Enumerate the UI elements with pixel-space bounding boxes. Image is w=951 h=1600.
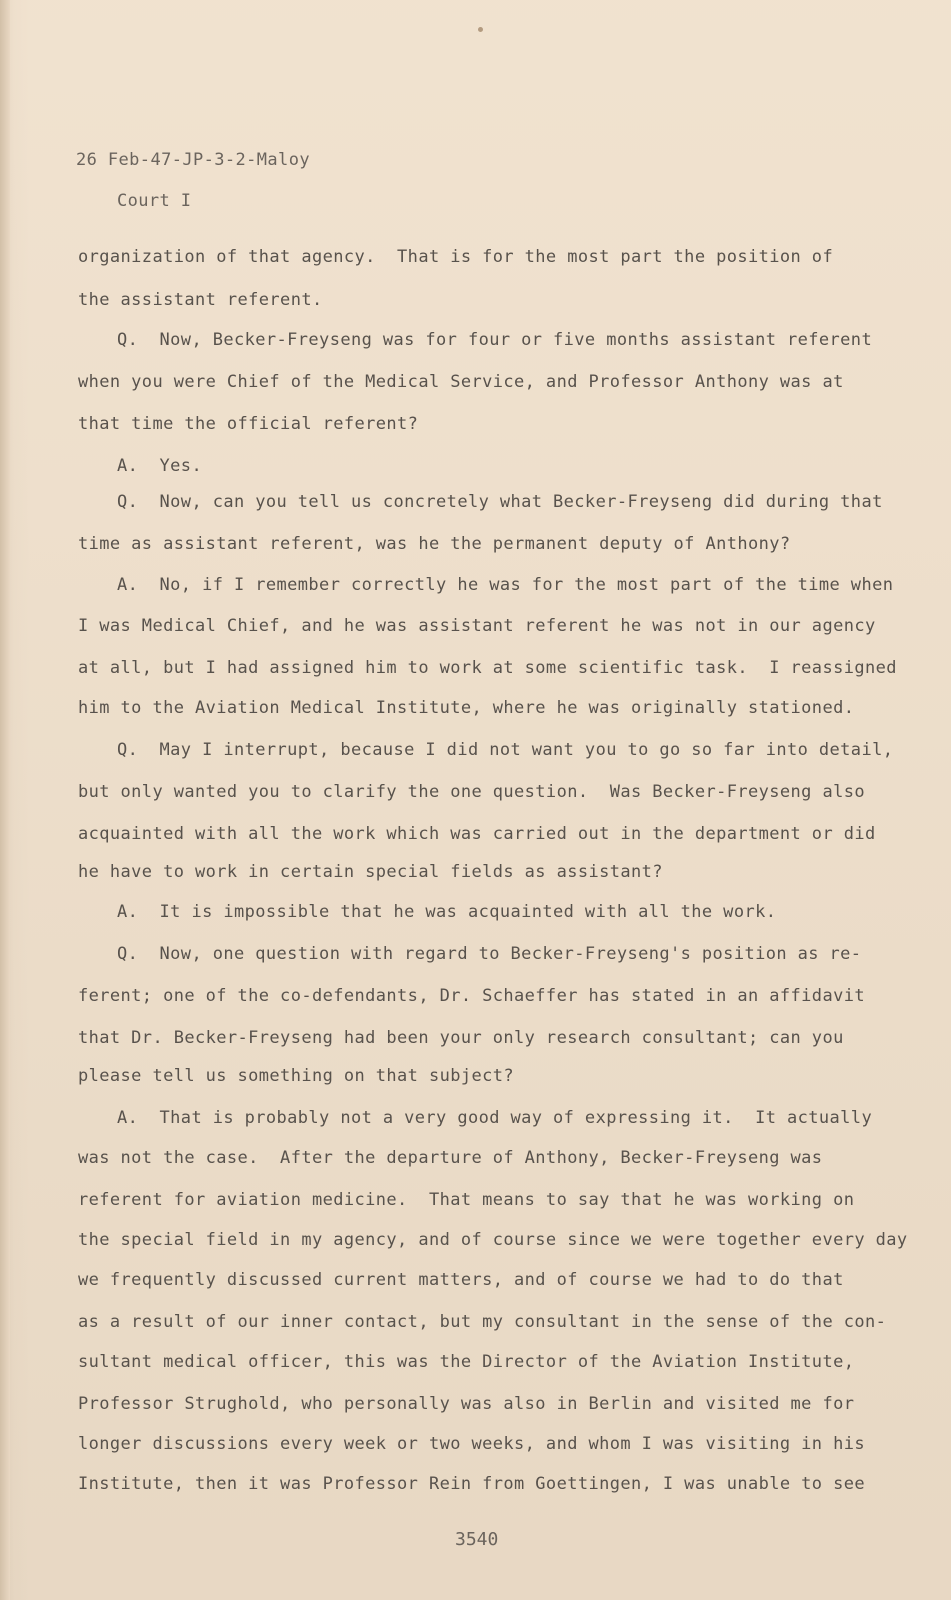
- text-line: sultant medical officer, this was the Director of the Aviation Institute,: [78, 1352, 855, 1372]
- text-line: the assistant referent.: [78, 290, 323, 310]
- text-line: him to the Aviation Medical Institute, where he was originally stationed.: [78, 698, 855, 718]
- text-line: organization of that agency. That is for the most part the position of: [78, 247, 834, 267]
- text-line: Professor Strughold, who personally was also in Berlin and visited me for: [78, 1394, 855, 1414]
- text-line: was not the case. After the departure of Anthony, Becker-Freyseng was: [78, 1148, 823, 1168]
- text-line: Q. Now, can you tell us concretely what Becker-Freyseng did during that: [117, 492, 883, 512]
- text-line: Institute, then it was Professor Rein from Goettingen, I was unable to see: [78, 1474, 865, 1494]
- text-line: the special field in my agency, and of course since we were together every day: [78, 1230, 908, 1250]
- text-line: I was Medical Chief, and he was assistant referent he was not in our agency: [78, 616, 876, 636]
- text-line: time as assistant referent, was he the permanent deputy of Anthony?: [78, 534, 791, 554]
- court-label: Court I: [117, 191, 192, 211]
- paper-blemish: [478, 27, 483, 32]
- text-line: as a result of our inner contact, but my consultant in the sense of the con-: [78, 1312, 887, 1332]
- text-line: we frequently discussed current matters, and of course we had to do that: [78, 1270, 844, 1290]
- text-line: please tell us something on that subject?: [78, 1066, 515, 1086]
- text-line: acquainted with all the work which was carried out in the department or did: [78, 824, 876, 844]
- text-line: he have to work in certain special fields as assistant?: [78, 862, 663, 882]
- text-line: when you were Chief of the Medical Service, and Professor Anthony was at: [78, 372, 844, 392]
- text-line: that time the official referent?: [78, 414, 419, 434]
- text-line: ferent; one of the co-defendants, Dr. Schaeffer has stated in an affidavit: [78, 986, 865, 1006]
- text-line: A. No, if I remember correctly he was for the most part of the time when: [117, 575, 894, 595]
- document-id-header: 26 Feb-47-JP-3-2-Maloy: [76, 150, 310, 170]
- page-number: 3540: [455, 1529, 499, 1550]
- text-line: A. It is impossible that he was acquainted with all the work.: [117, 902, 777, 922]
- text-line: Q. Now, one question with regard to Becker-Freyseng's position as re-: [117, 944, 862, 964]
- text-line: Q. May I interrupt, because I did not want you to go so far into detail,: [117, 740, 894, 760]
- text-line: longer discussions every week or two weeks, and whom I was visiting in his: [78, 1434, 865, 1454]
- page-edge-shadow: [0, 0, 10, 1600]
- text-line: A. Yes.: [117, 456, 203, 476]
- text-line: but only wanted you to clarify the one question. Was Becker-Freyseng also: [78, 782, 865, 802]
- text-line: that Dr. Becker-Freyseng had been your only research consultant; can you: [78, 1028, 844, 1048]
- text-line: at all, but I had assigned him to work at some scientific task. I reassigned: [78, 658, 897, 678]
- text-line: Q. Now, Becker-Freyseng was for four or five months assistant referent: [117, 330, 873, 350]
- text-line: referent for aviation medicine. That means to say that he was working on: [78, 1190, 855, 1210]
- text-line: A. That is probably not a very good way of expressing it. It actually: [117, 1108, 873, 1128]
